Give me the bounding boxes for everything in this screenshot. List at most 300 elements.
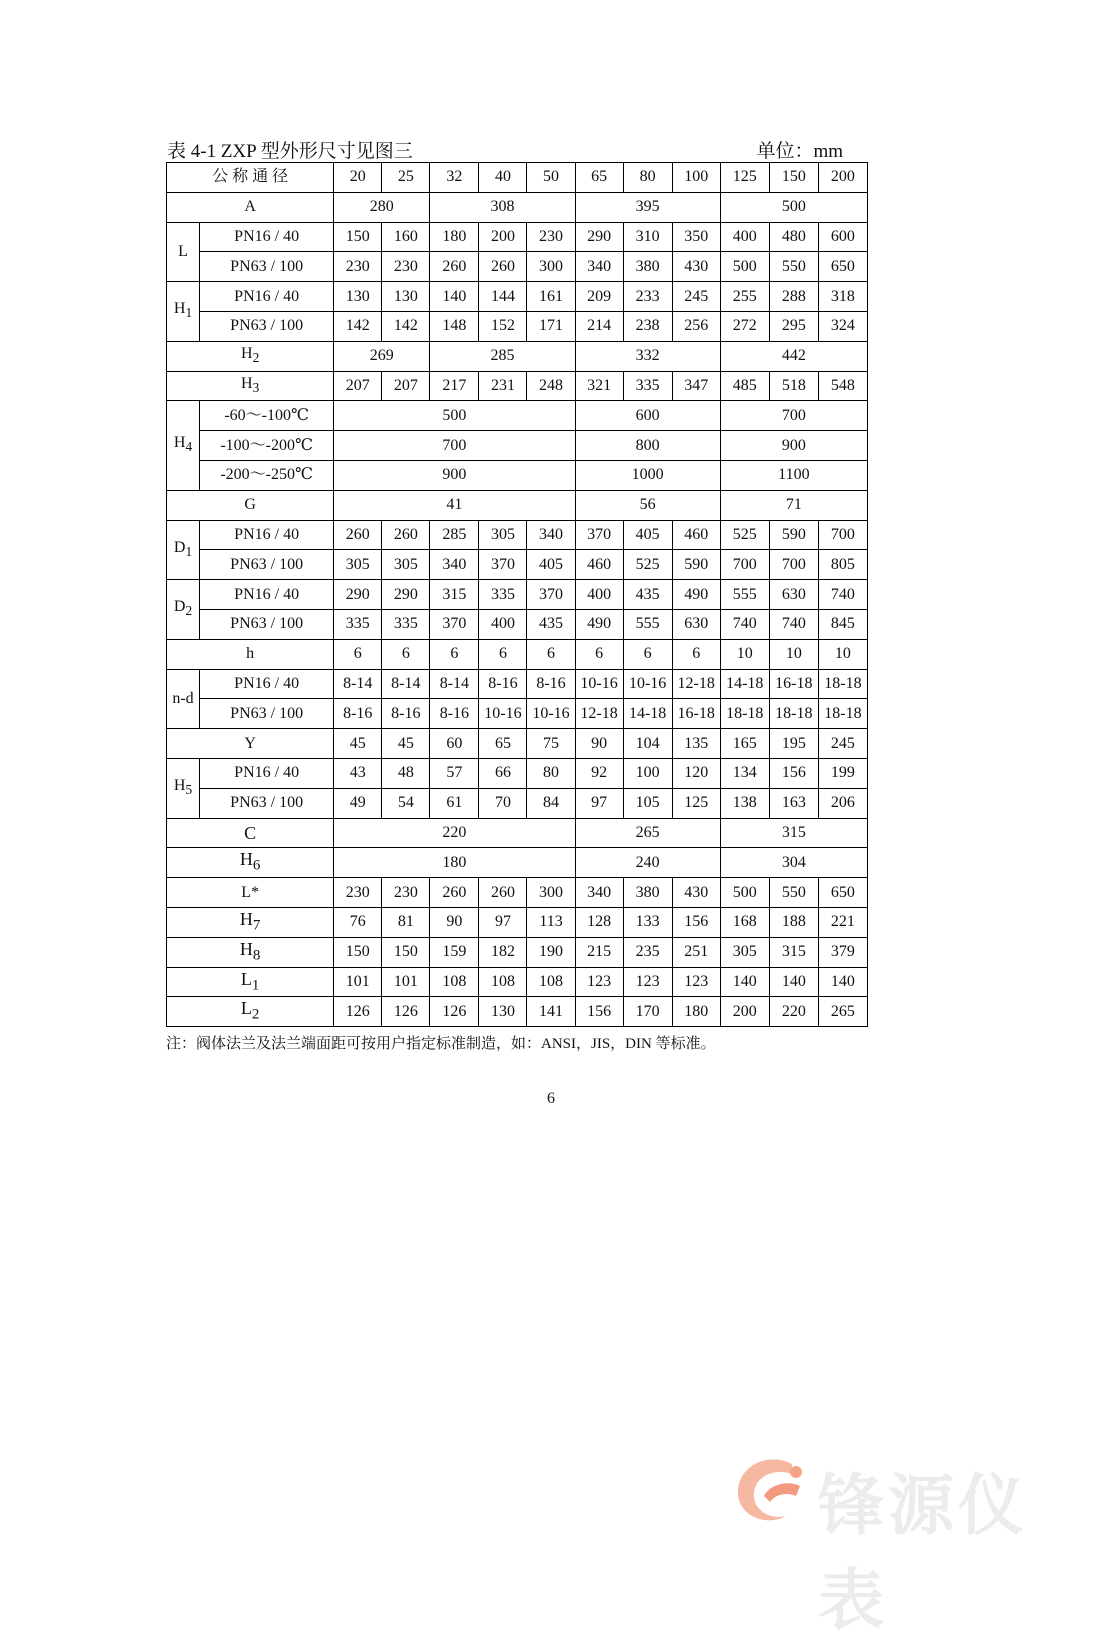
label-text: H bbox=[239, 938, 253, 959]
value-cell: 156 bbox=[672, 907, 720, 937]
value-cell: 182 bbox=[479, 937, 527, 967]
group-value-cell: 395 bbox=[575, 192, 720, 222]
row-h6 bbox=[167, 848, 868, 878]
row-l-pn16 bbox=[167, 222, 868, 252]
label-text: H bbox=[173, 777, 186, 795]
value-cell: 480 bbox=[769, 222, 818, 252]
value-cell: 340 bbox=[575, 878, 623, 908]
value-cell: 142 bbox=[382, 311, 430, 341]
watermark-text: 锋源仪表 bbox=[818, 1467, 1028, 1639]
value-cell: 188 bbox=[769, 907, 818, 937]
row-label: Y bbox=[167, 729, 334, 759]
value-cell: 6 bbox=[479, 639, 527, 669]
value-cell: 140 bbox=[818, 967, 867, 997]
value-cell: 125 bbox=[720, 163, 769, 193]
value-cell: 305 bbox=[720, 937, 769, 967]
subscript: 2 bbox=[185, 603, 193, 619]
value-cell: 25 bbox=[382, 163, 430, 193]
value-cell: 740 bbox=[720, 609, 769, 639]
value-cell: 20 bbox=[334, 163, 382, 193]
value-cell: 108 bbox=[430, 967, 479, 997]
value-cell: 215 bbox=[575, 937, 623, 967]
value-cell: 6 bbox=[382, 639, 430, 669]
value-cell: 518 bbox=[769, 371, 818, 401]
value-cell: 700 bbox=[818, 520, 867, 550]
value-cell: 321 bbox=[575, 371, 623, 401]
value-cell: 108 bbox=[527, 967, 575, 997]
subscript: 7 bbox=[252, 917, 261, 934]
value-cell: 14-18 bbox=[720, 669, 769, 699]
value-cell: 230 bbox=[382, 878, 430, 908]
pressure-label: PN16 / 40 bbox=[200, 580, 334, 610]
value-cell: 18-18 bbox=[720, 699, 769, 729]
value-cell: 260 bbox=[479, 878, 527, 908]
value-cell: 200 bbox=[479, 222, 527, 252]
value-cell: 430 bbox=[672, 878, 720, 908]
value-cell: 10-16 bbox=[479, 699, 527, 729]
value-cell: 370 bbox=[430, 609, 479, 639]
value-cell: 230 bbox=[527, 222, 575, 252]
value-cell: 235 bbox=[623, 937, 672, 967]
value-cell: 845 bbox=[818, 609, 867, 639]
subscript: 8 bbox=[252, 947, 261, 964]
value-cell: 105 bbox=[623, 788, 672, 818]
value-cell: 80 bbox=[527, 758, 575, 788]
footnote: 注：阀体法兰及法兰端面距可按用户指定标准制造，如：ANSI，JIS，DIN 等标准。 bbox=[166, 1036, 716, 1052]
group-value-cell: 900 bbox=[334, 460, 575, 490]
row-label bbox=[167, 937, 334, 967]
pressure-label: PN16 / 40 bbox=[200, 520, 334, 550]
value-cell: 161 bbox=[527, 282, 575, 312]
row-label bbox=[167, 907, 334, 937]
value-cell: 200 bbox=[818, 163, 867, 193]
value-cell: 525 bbox=[720, 520, 769, 550]
value-cell: 555 bbox=[623, 609, 672, 639]
value-cell: 285 bbox=[430, 520, 479, 550]
value-cell: 305 bbox=[334, 550, 382, 580]
value-cell: 485 bbox=[720, 371, 769, 401]
value-cell: 8-16 bbox=[382, 699, 430, 729]
value-cell: 200 bbox=[720, 997, 769, 1027]
value-cell: 45 bbox=[334, 729, 382, 759]
value-cell: 156 bbox=[769, 758, 818, 788]
value-cell: 140 bbox=[430, 282, 479, 312]
value-cell: 61 bbox=[430, 788, 479, 818]
value-cell: 125 bbox=[672, 788, 720, 818]
value-cell: 340 bbox=[575, 252, 623, 282]
value-cell: 233 bbox=[623, 282, 672, 312]
temperature-label: -100～-200℃ bbox=[200, 431, 334, 461]
value-cell: 10-16 bbox=[623, 669, 672, 699]
value-cell: 10 bbox=[720, 639, 769, 669]
group-label bbox=[167, 401, 200, 490]
value-cell: 290 bbox=[334, 580, 382, 610]
row-h bbox=[167, 639, 868, 669]
row-y bbox=[167, 729, 868, 759]
value-cell: 14-18 bbox=[623, 699, 672, 729]
value-cell: 76 bbox=[334, 907, 382, 937]
value-cell: 140 bbox=[769, 967, 818, 997]
page-number: 6 bbox=[547, 1090, 555, 1107]
value-cell: 260 bbox=[430, 878, 479, 908]
value-cell: 255 bbox=[720, 282, 769, 312]
subscript: 1 bbox=[185, 305, 193, 321]
value-cell: 100 bbox=[623, 758, 672, 788]
value-cell: 525 bbox=[623, 550, 672, 580]
value-cell: 97 bbox=[575, 788, 623, 818]
group-value-cell: 315 bbox=[720, 818, 867, 848]
value-cell: 128 bbox=[575, 907, 623, 937]
value-cell: 340 bbox=[430, 550, 479, 580]
value-cell: 400 bbox=[575, 580, 623, 610]
group-value-cell: 240 bbox=[575, 848, 720, 878]
value-cell: 6 bbox=[575, 639, 623, 669]
row-h4-t1 bbox=[167, 401, 868, 431]
row-label bbox=[167, 371, 334, 401]
value-cell: 370 bbox=[527, 580, 575, 610]
value-cell: 630 bbox=[672, 609, 720, 639]
value-cell: 163 bbox=[769, 788, 818, 818]
value-cell: 180 bbox=[430, 222, 479, 252]
row-g bbox=[167, 490, 868, 520]
group-value-cell: 304 bbox=[720, 848, 867, 878]
value-cell: 97 bbox=[479, 907, 527, 937]
value-cell: 190 bbox=[527, 937, 575, 967]
value-cell: 207 bbox=[382, 371, 430, 401]
value-cell: 130 bbox=[479, 997, 527, 1027]
value-cell: 248 bbox=[527, 371, 575, 401]
value-cell: 600 bbox=[818, 222, 867, 252]
value-cell: 12-18 bbox=[672, 669, 720, 699]
row-h4-t2 bbox=[167, 431, 868, 461]
subscript: 2 bbox=[252, 350, 260, 366]
label-text: D bbox=[173, 598, 186, 616]
value-cell: 8-14 bbox=[334, 669, 382, 699]
group-value-cell: 1000 bbox=[575, 460, 720, 490]
value-cell: 65 bbox=[575, 163, 623, 193]
pressure-label: PN63 / 100 bbox=[200, 311, 334, 341]
subscript: 5 bbox=[185, 782, 193, 798]
value-cell: 548 bbox=[818, 371, 867, 401]
group-value-cell: 269 bbox=[334, 341, 430, 371]
value-cell: 8-16 bbox=[527, 669, 575, 699]
value-cell: 170 bbox=[623, 997, 672, 1027]
value-cell: 256 bbox=[672, 311, 720, 341]
subscript: 2 bbox=[251, 1007, 260, 1023]
row-l2 bbox=[167, 997, 868, 1027]
value-cell: 400 bbox=[479, 609, 527, 639]
value-cell: 168 bbox=[720, 907, 769, 937]
value-cell: 207 bbox=[334, 371, 382, 401]
row-h2 bbox=[167, 341, 868, 371]
label-text: H bbox=[241, 345, 253, 363]
value-cell: 75 bbox=[527, 729, 575, 759]
value-cell: 6 bbox=[672, 639, 720, 669]
row-label: G bbox=[167, 490, 334, 520]
value-cell: 150 bbox=[334, 937, 382, 967]
group-label: n-d bbox=[167, 669, 200, 729]
value-cell: 10-16 bbox=[527, 699, 575, 729]
row-label bbox=[167, 967, 334, 997]
value-cell: 40 bbox=[479, 163, 527, 193]
value-cell: 100 bbox=[672, 163, 720, 193]
row-d1-pn16 bbox=[167, 520, 868, 550]
value-cell: 84 bbox=[527, 788, 575, 818]
value-cell: 221 bbox=[818, 907, 867, 937]
value-cell: 8-16 bbox=[334, 699, 382, 729]
value-cell: 350 bbox=[672, 222, 720, 252]
group-value-cell: 56 bbox=[575, 490, 720, 520]
value-cell: 230 bbox=[334, 878, 382, 908]
value-cell: 8-14 bbox=[382, 669, 430, 699]
pressure-label: PN16 / 40 bbox=[200, 669, 334, 699]
value-cell: 18-18 bbox=[818, 699, 867, 729]
row-h7 bbox=[167, 907, 868, 937]
row-label bbox=[167, 848, 334, 878]
value-cell: 230 bbox=[334, 252, 382, 282]
row-h1-pn16 bbox=[167, 282, 868, 312]
value-cell: 550 bbox=[769, 252, 818, 282]
subscript: 1 bbox=[251, 977, 260, 994]
pressure-label: PN63 / 100 bbox=[200, 252, 334, 282]
value-cell: 6 bbox=[430, 639, 479, 669]
value-cell: 300 bbox=[527, 252, 575, 282]
group-label: L bbox=[167, 222, 200, 282]
row-h4-t3 bbox=[167, 460, 868, 490]
value-cell: 32 bbox=[430, 163, 479, 193]
pressure-label: PN63 / 100 bbox=[200, 550, 334, 580]
value-cell: 54 bbox=[382, 788, 430, 818]
value-cell: 260 bbox=[479, 252, 527, 282]
temperature-label: -200～-250℃ bbox=[200, 460, 334, 490]
group-value-cell: 285 bbox=[430, 341, 575, 371]
value-cell: 65 bbox=[479, 729, 527, 759]
value-cell: 142 bbox=[334, 311, 382, 341]
value-cell: 435 bbox=[623, 580, 672, 610]
group-value-cell: 700 bbox=[720, 401, 867, 431]
group-label bbox=[167, 758, 200, 818]
value-cell: 57 bbox=[430, 758, 479, 788]
group-value-cell: 332 bbox=[575, 341, 720, 371]
row-nd-pn16 bbox=[167, 669, 868, 699]
value-cell: 290 bbox=[575, 222, 623, 252]
value-cell: 141 bbox=[527, 997, 575, 1027]
value-cell: 405 bbox=[527, 550, 575, 580]
value-cell: 123 bbox=[672, 967, 720, 997]
value-cell: 460 bbox=[575, 550, 623, 580]
label-text: H bbox=[173, 300, 186, 318]
dimension-table bbox=[166, 162, 868, 1027]
value-cell: 400 bbox=[720, 222, 769, 252]
value-cell: 318 bbox=[818, 282, 867, 312]
value-cell: 16-18 bbox=[769, 669, 818, 699]
value-cell: 171 bbox=[527, 311, 575, 341]
watermark-logo bbox=[730, 1450, 1090, 1639]
value-cell: 159 bbox=[430, 937, 479, 967]
value-cell: 214 bbox=[575, 311, 623, 341]
group-value-cell: 41 bbox=[334, 490, 575, 520]
table-title: 表 4-1 ZXP 型外形尺寸见图三 bbox=[167, 141, 413, 162]
value-cell: 101 bbox=[382, 967, 430, 997]
value-cell: 6 bbox=[623, 639, 672, 669]
value-cell: 265 bbox=[818, 997, 867, 1027]
value-cell: 555 bbox=[720, 580, 769, 610]
row-nd-pn63 bbox=[167, 699, 868, 729]
row-label: L* bbox=[167, 878, 334, 908]
label-text: H bbox=[239, 849, 253, 870]
label-text: H bbox=[241, 374, 253, 392]
value-cell: 220 bbox=[769, 997, 818, 1027]
value-cell: 379 bbox=[818, 937, 867, 967]
label-text: H bbox=[239, 909, 253, 930]
subscript: 6 bbox=[252, 858, 261, 875]
value-cell: 260 bbox=[382, 520, 430, 550]
label-text: L bbox=[240, 968, 252, 989]
value-cell: 90 bbox=[575, 729, 623, 759]
value-cell: 230 bbox=[382, 252, 430, 282]
value-cell: 126 bbox=[382, 997, 430, 1027]
value-cell: 295 bbox=[769, 311, 818, 341]
value-cell: 315 bbox=[430, 580, 479, 610]
group-label bbox=[167, 520, 200, 580]
value-cell: 126 bbox=[430, 997, 479, 1027]
temperature-label: -60～-100℃ bbox=[200, 401, 334, 431]
value-cell: 260 bbox=[334, 520, 382, 550]
value-cell: 490 bbox=[672, 580, 720, 610]
value-cell: 630 bbox=[769, 580, 818, 610]
value-cell: 81 bbox=[382, 907, 430, 937]
pressure-label: PN16 / 40 bbox=[200, 758, 334, 788]
value-cell: 500 bbox=[720, 878, 769, 908]
row-a bbox=[167, 192, 868, 222]
value-cell: 50 bbox=[527, 163, 575, 193]
row-d2-pn63 bbox=[167, 609, 868, 639]
subscript: 1 bbox=[185, 543, 193, 559]
value-cell: 10 bbox=[769, 639, 818, 669]
value-cell: 150 bbox=[769, 163, 818, 193]
value-cell: 195 bbox=[769, 729, 818, 759]
value-cell: 290 bbox=[382, 580, 430, 610]
subscript: 4 bbox=[185, 439, 193, 455]
value-cell: 288 bbox=[769, 282, 818, 312]
value-cell: 370 bbox=[479, 550, 527, 580]
value-cell: 740 bbox=[818, 580, 867, 610]
label-text: H bbox=[173, 434, 186, 452]
value-cell: 8-16 bbox=[479, 669, 527, 699]
value-cell: 113 bbox=[527, 907, 575, 937]
value-cell: 123 bbox=[575, 967, 623, 997]
value-cell: 43 bbox=[334, 758, 382, 788]
value-cell: 740 bbox=[769, 609, 818, 639]
group-value-cell: 280 bbox=[334, 192, 430, 222]
value-cell: 60 bbox=[430, 729, 479, 759]
row-h3 bbox=[167, 371, 868, 401]
value-cell: 335 bbox=[479, 580, 527, 610]
row-lstar bbox=[167, 878, 868, 908]
value-cell: 238 bbox=[623, 311, 672, 341]
value-cell: 590 bbox=[769, 520, 818, 550]
value-cell: 156 bbox=[575, 997, 623, 1027]
pressure-label: PN63 / 100 bbox=[200, 699, 334, 729]
value-cell: 165 bbox=[720, 729, 769, 759]
value-cell: 260 bbox=[430, 252, 479, 282]
value-cell: 180 bbox=[672, 997, 720, 1027]
value-cell: 18-18 bbox=[769, 699, 818, 729]
row-h1-pn63 bbox=[167, 311, 868, 341]
value-cell: 500 bbox=[720, 252, 769, 282]
value-cell: 104 bbox=[623, 729, 672, 759]
value-cell: 310 bbox=[623, 222, 672, 252]
value-cell: 130 bbox=[334, 282, 382, 312]
value-cell: 90 bbox=[430, 907, 479, 937]
row-h8 bbox=[167, 937, 868, 967]
value-cell: 380 bbox=[623, 252, 672, 282]
value-cell: 152 bbox=[479, 311, 527, 341]
value-cell: 160 bbox=[382, 222, 430, 252]
value-cell: 48 bbox=[382, 758, 430, 788]
value-cell: 460 bbox=[672, 520, 720, 550]
row-label bbox=[167, 997, 334, 1027]
group-value-cell: 700 bbox=[334, 431, 575, 461]
row-l-pn63 bbox=[167, 252, 868, 282]
value-cell: 199 bbox=[818, 758, 867, 788]
value-cell: 140 bbox=[720, 967, 769, 997]
group-value-cell: 308 bbox=[430, 192, 575, 222]
value-cell: 12-18 bbox=[575, 699, 623, 729]
value-cell: 305 bbox=[382, 550, 430, 580]
row-l1 bbox=[167, 967, 868, 997]
value-cell: 123 bbox=[623, 967, 672, 997]
group-value-cell: 600 bbox=[575, 401, 720, 431]
value-cell: 70 bbox=[479, 788, 527, 818]
value-cell: 45 bbox=[382, 729, 430, 759]
header-row bbox=[167, 163, 868, 193]
value-cell: 10 bbox=[818, 639, 867, 669]
value-cell: 126 bbox=[334, 997, 382, 1027]
value-cell: 305 bbox=[479, 520, 527, 550]
group-value-cell: 500 bbox=[334, 401, 575, 431]
value-cell: 133 bbox=[623, 907, 672, 937]
value-cell: 134 bbox=[720, 758, 769, 788]
value-cell: 435 bbox=[527, 609, 575, 639]
header-label: 公 称 通 径 bbox=[167, 163, 334, 193]
group-value-cell: 800 bbox=[575, 431, 720, 461]
row-h5-pn16 bbox=[167, 758, 868, 788]
value-cell: 245 bbox=[672, 282, 720, 312]
group-label bbox=[167, 580, 200, 640]
value-cell: 206 bbox=[818, 788, 867, 818]
value-cell: 231 bbox=[479, 371, 527, 401]
row-c bbox=[167, 818, 868, 848]
group-value-cell: 1100 bbox=[720, 460, 867, 490]
pressure-label: PN16 / 40 bbox=[200, 222, 334, 252]
value-cell: 138 bbox=[720, 788, 769, 818]
value-cell: 120 bbox=[672, 758, 720, 788]
value-cell: 380 bbox=[623, 878, 672, 908]
group-value-cell: 500 bbox=[720, 192, 867, 222]
label-text: L bbox=[240, 998, 252, 1019]
value-cell: 335 bbox=[334, 609, 382, 639]
group-value-cell: 900 bbox=[720, 431, 867, 461]
value-cell: 335 bbox=[623, 371, 672, 401]
value-cell: 490 bbox=[575, 609, 623, 639]
row-label: h bbox=[167, 639, 334, 669]
value-cell: 251 bbox=[672, 937, 720, 967]
value-cell: 370 bbox=[575, 520, 623, 550]
value-cell: 6 bbox=[334, 639, 382, 669]
value-cell: 272 bbox=[720, 311, 769, 341]
value-cell: 8-16 bbox=[430, 699, 479, 729]
